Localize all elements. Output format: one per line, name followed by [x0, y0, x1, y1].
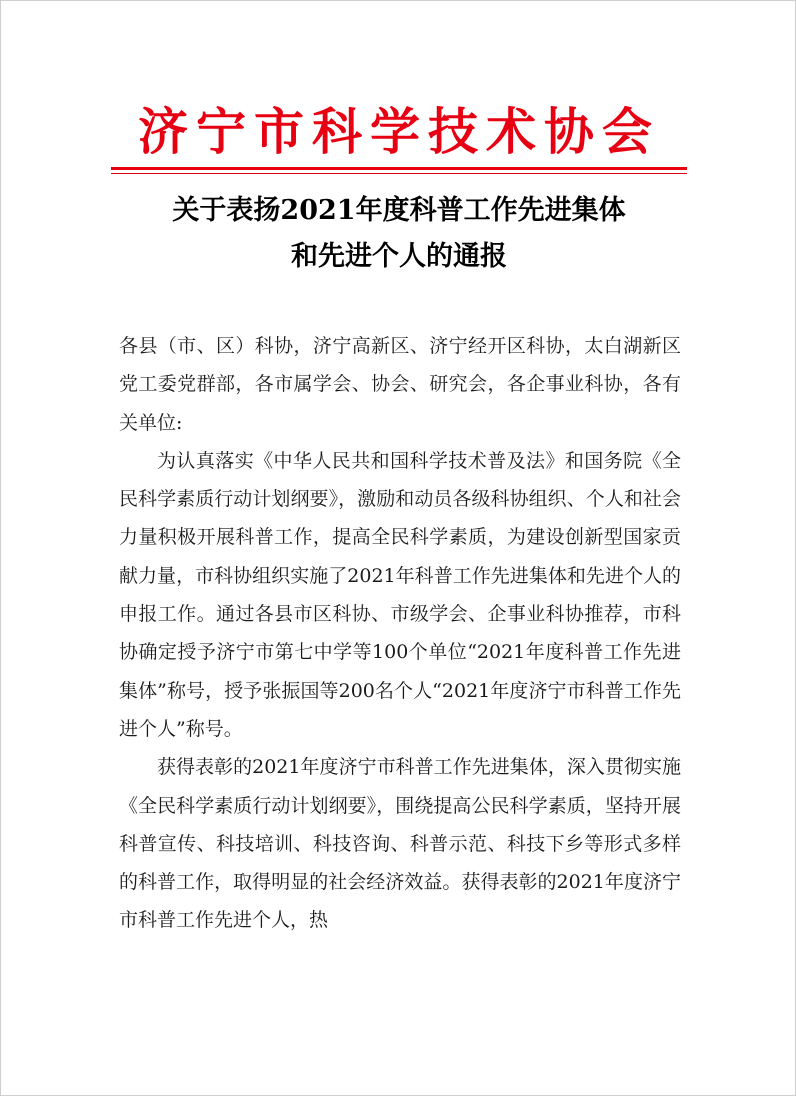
masthead-red-rule-thin — [111, 173, 687, 174]
document-title-line-1: 关于表扬2021年度科普工作先进集体 — [172, 195, 626, 226]
body-paragraph-2: 获得表彰的2021年度济宁市科普工作先进集体，深入贯彻实施《全民科学素质行动计划纲要》，围绕提高公民科学素质，坚持开展科普宣传、科技培训、科技咨询、科普示范、科技下乡等形式多样的科普工作，取得明显的社会经济效益。获得表彰的2021年度济宁市科普工作先进个人，热 — [119, 756, 681, 932]
document-title-line-2: 和先进个人的通报 — [291, 241, 507, 272]
document-body — [119, 327, 681, 940]
salutation-paragraph: 各县（市、区）科协，济宁高新区、济宁经开区科协，太白湖新区党工委党群部，各市属学会、协会、研究会，各企事业科协，各有关单位: — [119, 335, 681, 434]
masthead-red-rule-thick — [111, 167, 687, 170]
masthead-title: 济宁市科学技术协会 — [138, 102, 660, 161]
body-paragraph-1: 为认真落实《中华人民共和国科学技术普及法》和国务院《全民科学素质行动计划纲要》，激励和动员各级科协组织、个人和社会力量积极开展科普工作，提高全民科学素质，为建设创新型国家贡献力量，市科协组织实施了2021年科普工作先进集体和先进个人的申报工作。通过各县市区科协、市级学会、企事业科协推荐，市科协确定授予济宁市第七中学等100个单位“2021年度科普工作先进集体”称号，授予张振国等200名个人“2021年度济宁市科普工作先进个人”称号。 — [119, 449, 681, 740]
